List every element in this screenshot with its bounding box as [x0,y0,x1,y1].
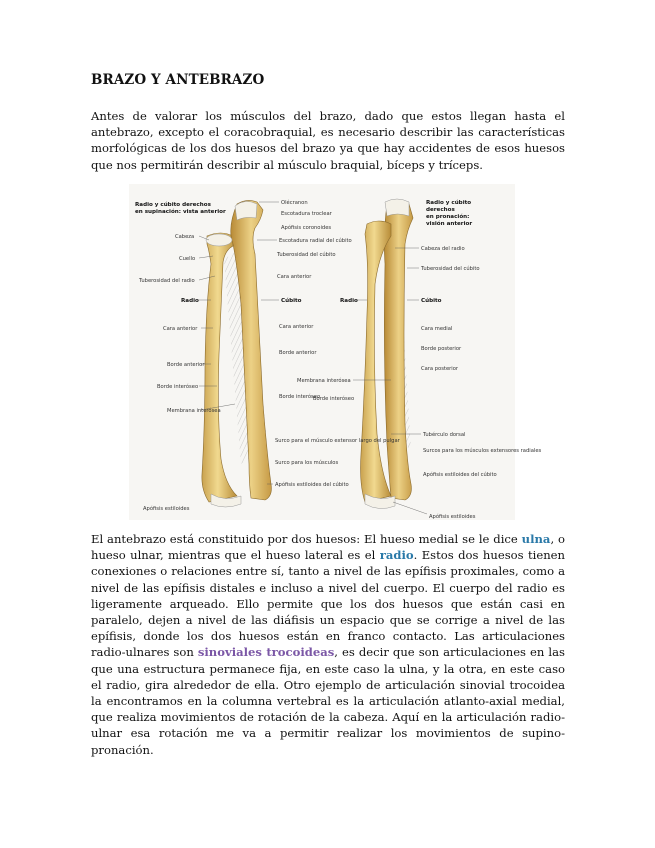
label-apofisis-estiloides-cubito-right: Apófisis estiloides del cúbito [423,472,497,478]
label-borde-anterior-radio: Borde anterior [167,362,205,368]
left-caption-line-2: en supinación: vista anterior [135,209,226,215]
label-cara-anterior-1: Cara anterior [277,274,312,280]
label-cabeza-radio-right: Cabeza del radio [421,246,465,252]
keyword-radio: radio [379,548,414,563]
label-cara-anterior-2: Cara anterior [279,324,314,330]
label-cara-medial: Cara medial [421,326,453,332]
label-cubito-left: Cúbito [281,298,302,304]
left-specimen-bones [202,200,272,507]
label-surcos-extensores: Surcos para los músculos extensores radiales [423,448,542,454]
label-tuberculo-dorsal: Tubérculo dorsal [423,432,466,438]
label-cara-anterior-radio: Cara anterior [163,326,198,332]
label-apofisis-estiloides-radio: Apófisis estiloides [143,506,190,512]
forearm-bones-illustration [129,184,542,520]
right-caption-line-1: Radio y cúbito [426,200,472,206]
page-title: BRAZO Y ANTEBRAZO [91,72,265,88]
label-apofisis-estiloides-cubito: Apófisis estiloides del cúbito [275,482,349,488]
keyword-sinoviales-trocoideas: sinoviales trocoideas [197,645,335,660]
anatomy-figure [129,184,542,520]
label-borde-interoseo-right: Borde interóseo [313,396,355,402]
label-escotadura-radial: Escotadura radial del cúbito [279,238,352,244]
right-caption-line-2: derechos [426,207,455,213]
left-caption-line-1: Radio y cúbito derechos [135,202,211,208]
intro-paragraph: Antes de valorar los músculos del brazo, dado que estos llegan hasta el antebrazo, excepto el coracobraquial, es necesario describir las características morfológicas de los dos huesos del brazo ya que hay accidentes de esos huesos que nos permitirán describir al músculo braquial, bíceps y tríceps. [91,109,565,172]
label-surco-musculos: Surco para los músculos [275,460,339,466]
label-borde-anterior-cubito: Borde anterior [279,350,317,356]
label-membrana-interosea: Membrana interósea [167,408,221,414]
right-caption-line-4: visión anterior [426,221,473,227]
label-borde-posterior: Borde posterior [421,346,462,352]
main-text-4: , es decir que son articulaciones en las que una estructura permanece fija, en este caso la ulna, y la otra, en este caso el radio, gira alrededor de ella. Otro ejemplo de articulación sinovial trocoidea la encontramos en la columna vertebral es la articulación atlanto-axial medial, que realiza movimientos de rotación de la cabeza. Aquí en la articulación radio-ulnar esa rotación me va a permitir realizar los movimientos de supino-pronación. [91,645,565,757]
label-membrana-interosea-right: Membrana interósea [297,378,351,384]
label-olecranon: Olécranon [281,200,308,206]
main-text-1: El antebrazo está constituido por dos huesos: El hueso medial se le dice [91,532,522,546]
main-text-3: . Estos dos huesos tienen conexiones o relaciones entre sí, tanto a nivel de las epífisis proximales, como a nivel de las epífisis distales e incluso a nivel del cuerpo. El cuerpo del radio es ligeramente arqueado. Ello permite que los dos huesos que están casi en paralelo, dejen a nivel de las diáfisis un espacio que se corrige a nivel de las epífisis, donde los dos huesos están en franco contacto. Las articulaciones radio-ulnares son [91,548,566,660]
label-radio-right: Radio [340,298,358,304]
right-specimen-bones [361,199,414,509]
label-surco-extensor-largo: Surco para el músculo extensor largo del pulgar [275,438,400,444]
label-radio: Radio [181,298,199,304]
label-tuberosidad-cubito: Tuberosidad del cúbito [277,252,336,258]
label-escotadura-troclear: Escotadura troclear [281,211,332,217]
label-tuberosidad-radio: Tuberosidad del radio [139,278,195,284]
label-apofisis-coronoides: Apófisis coronoides [281,225,332,231]
label-apofisis-estiloides-right: Apófisis estiloides [429,514,476,520]
label-cabeza: Cabeza [175,234,195,240]
label-tuberosidad-cubito-right: Tuberosidad del cúbito [421,266,480,272]
label-cara-posterior: Cara posterior [421,366,459,372]
label-cuello: Cuello [179,256,196,262]
main-text-2: , o hueso ulnar, mientras que el hueso lateral es el [91,532,565,563]
label-cubito-right: Cúbito [421,298,442,304]
label-borde-interoseo-radio: Borde interóseo [157,384,199,390]
right-labels [297,246,542,520]
keyword-ulna: ulna [521,532,551,546]
main-paragraph [91,531,565,758]
label-borde-interoseo-cubito: Borde interóseo [279,394,321,400]
right-caption-line-3: en pronación: [426,214,470,220]
